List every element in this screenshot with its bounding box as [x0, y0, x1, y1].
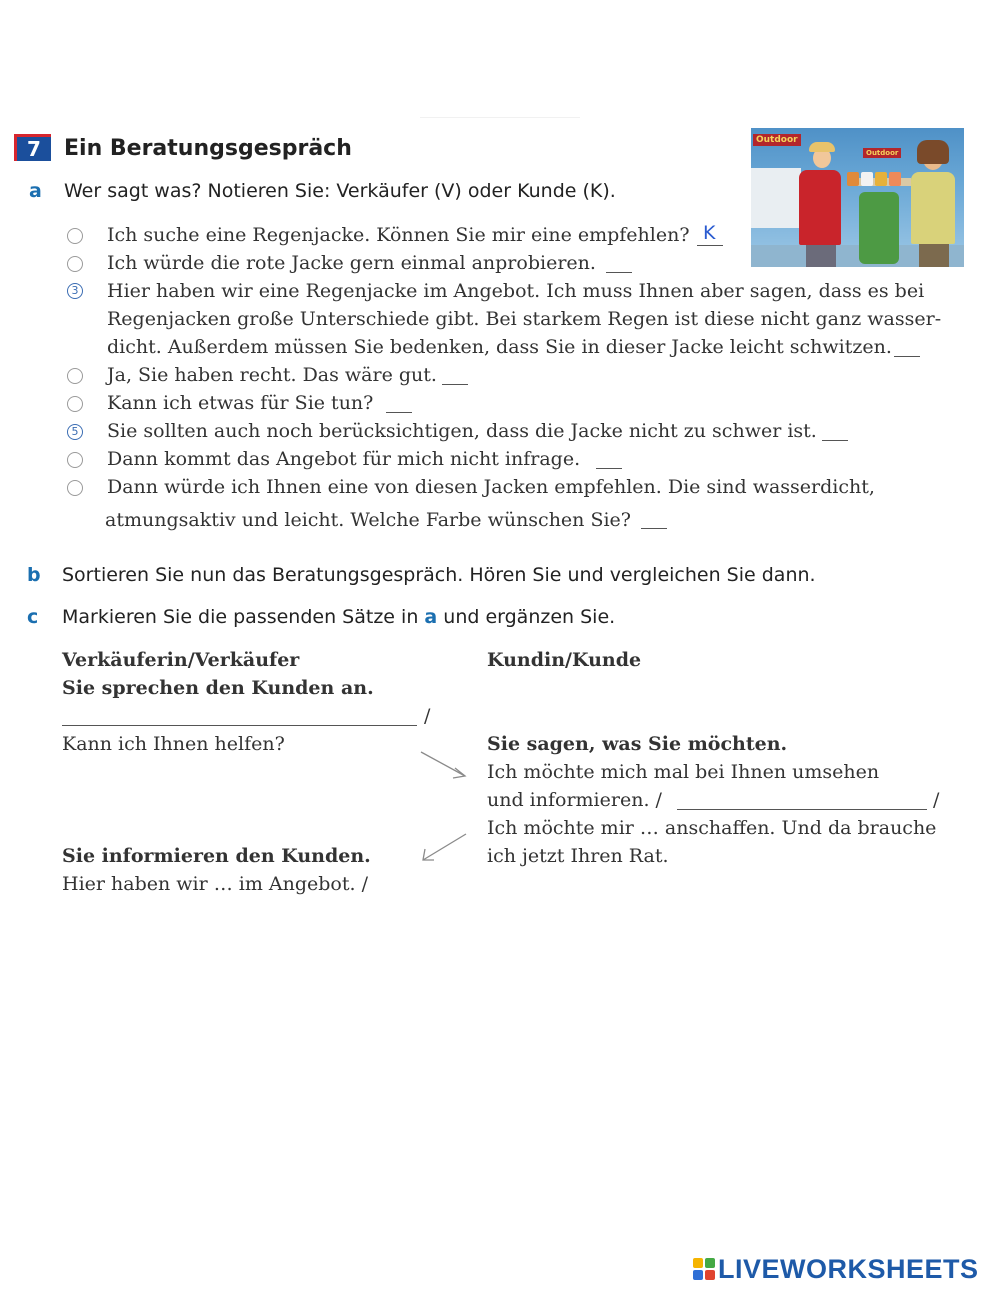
right-line-1: Ich möchte mich mal bei Ihnen umsehen [487, 761, 880, 783]
part-c-instruction-ref: a [424, 606, 438, 628]
exercise-title: Ein Beratungsgespräch [64, 136, 352, 161]
part-a-instruction: Wer sagt was? Notieren Sie: Verkäufer (V) oder Kunde (K). [64, 180, 616, 202]
item-8-line-2: atmungsaktiv und leicht. Welche Farbe wünschen Sie? [105, 509, 631, 531]
item-2-line-1: Ich würde die rote Jacke gern einmal anprobieren. [107, 252, 596, 274]
item-8-line-1: Dann würde ich Ihnen eine von diesen Jacken empfehlen. Die sind wasserdicht, [107, 476, 875, 498]
item-4-line-1: Ja, Sie haben recht. Das wäre gut. [107, 364, 437, 386]
item-7-line-1: Dann kommt das Angebot für mich nicht infrage. [107, 448, 581, 470]
right-column-header: Kundin/Kunde [487, 649, 642, 671]
part-c-letter: c [27, 606, 39, 628]
item-3-line-3: dicht. Außerdem müssen Sie bedenken, dass Sie in dieser Jacke leicht schwitzen. [107, 336, 892, 358]
left-column-header: Verkäuferin/Verkäufer [62, 649, 300, 671]
item-3-line-2: Regenjacken große Unterschiede gibt. Bei starkem Regen ist diese nicht ganz wasser- [107, 308, 942, 330]
part-b-letter: b [27, 564, 41, 586]
item-6-line-1: Sie sollten auch noch berücksichtigen, dass die Jacke nicht zu schwer ist. [107, 420, 817, 442]
arrow-to-seller [423, 834, 466, 860]
answer-1-handwritten: K [703, 222, 716, 244]
right-sub-heading: Sie sagen, was Sie möchten. [487, 733, 788, 755]
left-sub-heading-2: Sie informieren den Kunden. [62, 845, 371, 867]
left-line-1: Kann ich Ihnen helfen? [62, 733, 285, 755]
part-c-instruction-pre: Markieren Sie die passenden Sätze in [62, 606, 425, 628]
outdoor-sign-left: Outdoor [753, 134, 801, 146]
right-line-4: ich jetzt Ihren Rat. [487, 845, 669, 867]
arrow-to-customer [421, 752, 465, 776]
right-slash-1: / [933, 789, 940, 811]
right-line-3: Ich möchte mir … anschaffen. Und da brauche [487, 817, 937, 839]
right-line-2: und informieren. / [487, 789, 662, 811]
left-sub-heading-1: Sie sprechen den Kunden an. [62, 677, 374, 699]
order-circle-3[interactable]: 3 [67, 283, 83, 299]
liveworksheets-logo[interactable]: LIVEWORKSHEETS [718, 1254, 979, 1284]
order-circle-6[interactable]: 5 [67, 424, 83, 440]
part-c-instruction-post: und ergänzen Sie. [437, 606, 616, 628]
left-line-2: Hier haben wir … im Angebot. / [62, 873, 368, 895]
outdoor-sign-right: Outdoor [863, 148, 901, 158]
left-slash-1: / [424, 705, 431, 727]
item-5-line-1: Kann ich etwas für Sie tun? [107, 392, 374, 414]
part-b-instruction: Sortieren Sie nun das Beratungsgespräch. Hören Sie und vergleichen Sie dann. [62, 564, 816, 586]
exercise-number-badge: 7 [17, 137, 51, 161]
item-1-line-1: Ich suche eine Regenjacke. Können Sie mir eine empfehlen? [107, 224, 690, 246]
item-3-line-1: Hier haben wir eine Regenjacke im Angebot. Ich muss Ihnen aber sagen, dass es bei [107, 280, 925, 302]
part-a-letter: a [29, 180, 42, 202]
liveworksheets-logo-icon [693, 1258, 715, 1280]
